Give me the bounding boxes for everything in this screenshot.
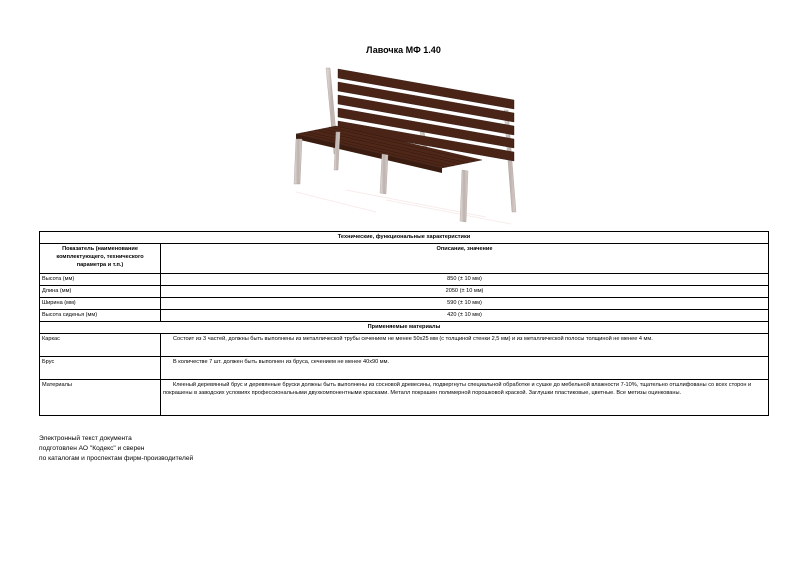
column-header-value: Описание, значение <box>161 244 769 274</box>
param-name: Ширина (мм) <box>40 298 161 310</box>
table-header-row <box>40 244 769 274</box>
table-row <box>40 274 769 286</box>
materials-title: Применяемые материалы <box>40 322 769 334</box>
material-name: Брус <box>40 357 161 380</box>
table-row <box>40 334 769 357</box>
footnote <box>39 434 193 465</box>
material-desc: Клееный деревянный брус и деревянные бруски должны быть выполнены из сосновой древесины, подвергнуты специальной обработке и сушке до мебельной влажности 7-10%, тщательно отшлифованы со всех сторон и покрашены в заводских условиях профессиональными двухкомпонентными красками. Металл покрашен полимерной порошковой краской. Заглушки пластиковые, цветные. Все метизы оцинкованы. <box>161 380 769 416</box>
table-row <box>40 310 769 322</box>
footnote-line: по каталогам и проспектам фирм-производителей <box>39 455 194 463</box>
footnote-line: подготовлен АО "Кодекс" и сверен <box>39 445 145 453</box>
section-row-materials <box>40 322 769 334</box>
column-header-param: Показатель (наименование комплектующего, технического параметра и т.п.) <box>40 244 161 274</box>
material-desc: Состоит из 3 частей, должны быть выполнены из металлической трубы сечением не менее 50x25 мм (с толщиной стенки 2,5 мм) и из металлической полосы толщиной не менее 4 мм. <box>161 334 769 357</box>
param-value: 850 (± 10 мм) <box>161 274 769 286</box>
material-name: Материалы <box>40 380 161 416</box>
footnote-line: Электронный текст документа <box>39 435 132 442</box>
table-row <box>40 380 769 416</box>
bench-illustration <box>286 62 526 227</box>
param-name: Высота (мм) <box>40 274 161 286</box>
table-row <box>40 357 769 380</box>
table-row <box>40 298 769 310</box>
material-name: Каркас <box>40 334 161 357</box>
section-title: Технические, функциональные характеристики <box>40 232 769 244</box>
section-row-characteristics <box>40 232 769 244</box>
table-row <box>40 286 769 298</box>
param-name: Длина (мм) <box>40 286 161 298</box>
param-value: 2050 (± 10 мм) <box>161 286 769 298</box>
param-value: 590 (± 10 мм) <box>161 298 769 310</box>
specs-table <box>39 231 769 416</box>
param-name: Высота сиденья (мм) <box>40 310 161 322</box>
param-value: 420 (± 10 мм) <box>161 310 769 322</box>
document-title: Лавочка МФ 1.40 <box>366 45 441 55</box>
material-desc: В количестве 7 шт. должен быть выполнен из бруса, сечением не менее 40x90 мм. <box>161 357 769 380</box>
